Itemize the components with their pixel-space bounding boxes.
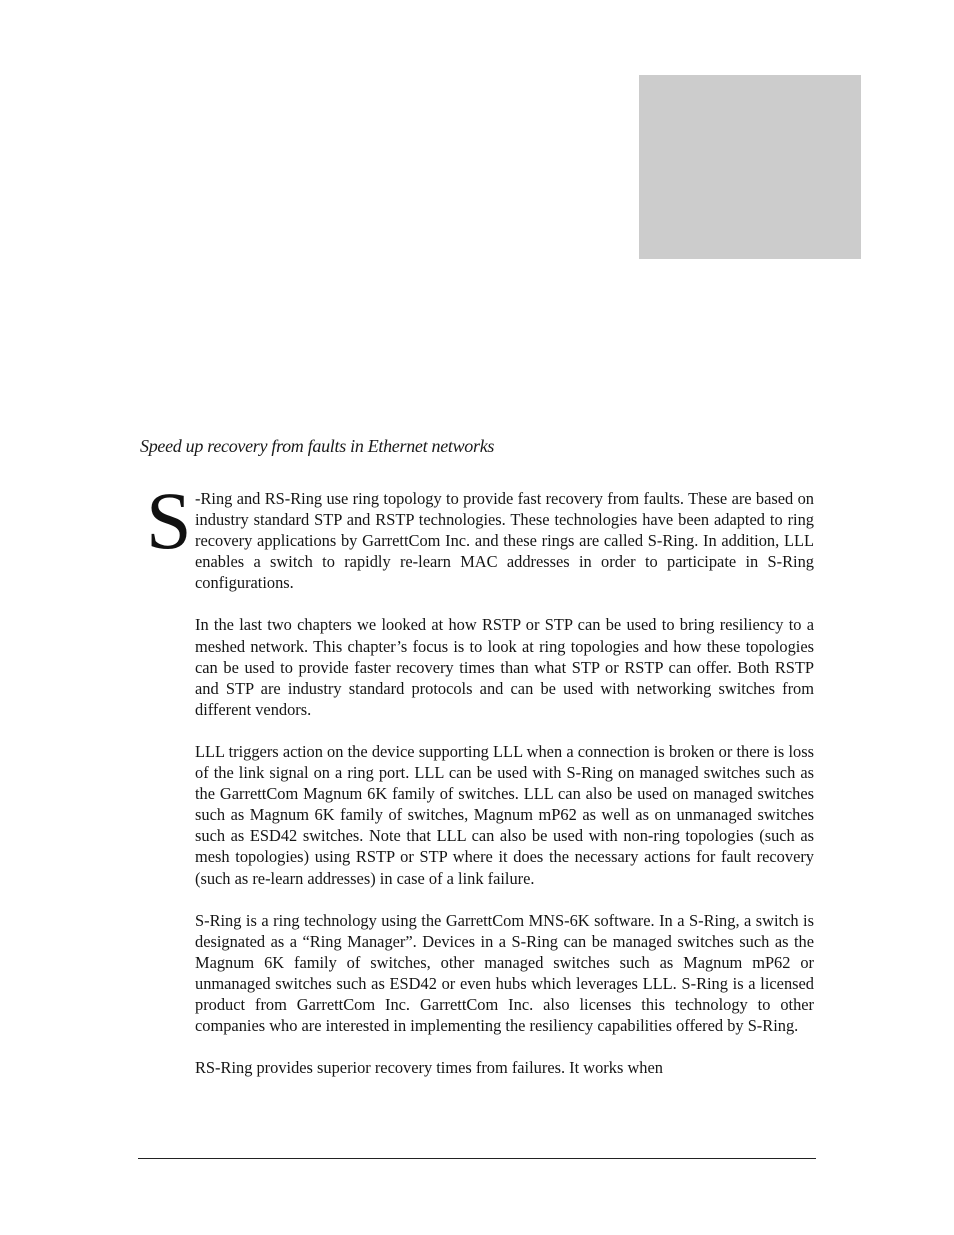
drop-cap-letter: S: [146, 475, 192, 566]
paragraph-s-ring: S-Ring is a ring technology using the GarrettCom MNS-6K software. In a S-Ring, a switch is designated as a “Ring Manager”. Devices in a S-Ring can be managed switches such as the Magnum 6K family of switches, other managed switches such as Magnum mP62 or unmanaged switches such as ESD42 or even hubs which leverages LLL. S-Ring is a licensed product from GarrettCom Inc. GarrettCom Inc. also licenses this technology to other companies who are interested in implementing the resiliency capabilities offered by S-Ring.: [195, 910, 814, 1036]
chapter-subtitle: Speed up recovery from faults in Ethernet networks: [140, 436, 495, 456]
paragraph-rstp-stp: In the last two chapters we looked at how RSTP or STP can be used to bring resiliency to a meshed network. This chapter’s focus is to look at ring topologies and how these topologies can be used to provide faster recovery times than what STP or RSTP can offer. Both RSTP and STP are industry standard protocols and can be used with networking switches from different vendors.: [195, 615, 814, 719]
paragraph-rs-ring: RS-Ring provides superior recovery times from failures. It works when: [195, 1058, 663, 1078]
paragraph-intro: -Ring and RS-Ring use ring topology to provide fast recovery from faults. These are based on industry standard STP and RSTP technologies. These technologies have been adapted to ring recovery applications by GarrettCom Inc. and these rings are called S-Ring. In addition, LLL enables a switch to rapidly re-learn MAC addresses in order to participate in S-Ring configurations.: [195, 489, 814, 593]
body-text: [195, 488, 814, 1099]
footer-divider: [138, 1158, 816, 1159]
paragraph-lll: LLL triggers action on the device supporting LLL when a connection is broken or there is loss of the link signal on a ring port. LLL can be used with S-Ring on managed switches such as the GarrettCom Magnum 6K family of switches. LLL can also be used on managed switches such as Magnum 6K family of switches, Magnum mP62 as well as on unmanaged switches such as ESD42 switches. Note that LLL can also be used with non-ring topologies (such as mesh topologies) using RSTP or STP where it does the necessary actions for fault recovery (such as re-learn addresses) in case of a link failure.: [195, 741, 814, 888]
chapter-number-box: [639, 75, 861, 259]
